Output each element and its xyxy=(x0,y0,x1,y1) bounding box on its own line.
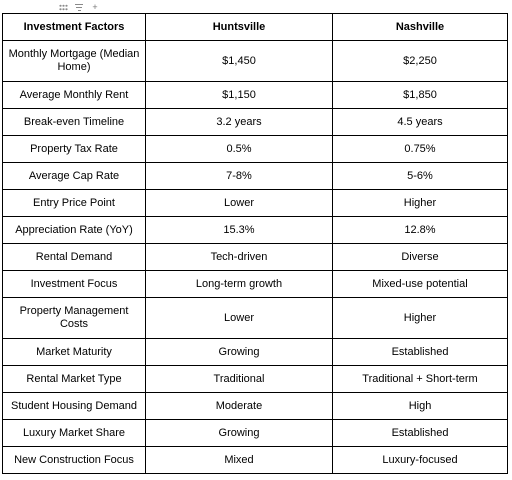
table-row xyxy=(3,366,508,393)
huntsville-cell[interactable]: 7-8% xyxy=(146,163,333,190)
table-row xyxy=(3,41,508,82)
table-row xyxy=(3,163,508,190)
huntsville-cell[interactable]: 0.5% xyxy=(146,136,333,163)
huntsville-cell[interactable]: Tech-driven xyxy=(146,244,333,271)
factor-cell[interactable]: Student Housing Demand xyxy=(3,393,146,420)
huntsville-cell[interactable]: 3.2 years xyxy=(146,109,333,136)
comparison-table xyxy=(2,13,508,474)
huntsville-cell[interactable]: $1,450 xyxy=(146,41,333,82)
table-row xyxy=(3,339,508,366)
nashville-cell[interactable]: 0.75% xyxy=(333,136,508,163)
huntsville-cell[interactable]: Lower xyxy=(146,298,333,339)
factor-cell[interactable]: Rental Market Type xyxy=(3,366,146,393)
factor-cell[interactable]: Monthly Mortgage (Median Home) xyxy=(3,41,146,82)
nashville-cell[interactable]: 12.8% xyxy=(333,217,508,244)
factor-cell[interactable]: Market Maturity xyxy=(3,339,146,366)
nashville-cell[interactable]: Luxury-focused xyxy=(333,447,508,474)
nashville-cell[interactable]: 4.5 years xyxy=(333,109,508,136)
huntsville-cell[interactable]: Moderate xyxy=(146,393,333,420)
huntsville-cell[interactable]: Mixed xyxy=(146,447,333,474)
huntsville-cell[interactable]: Long-term growth xyxy=(146,271,333,298)
factor-cell[interactable]: Investment Focus xyxy=(3,271,146,298)
huntsville-cell[interactable]: Growing xyxy=(146,339,333,366)
nashville-cell[interactable]: Established xyxy=(333,339,508,366)
filter-icon[interactable] xyxy=(73,2,85,12)
factor-cell[interactable]: Property Tax Rate xyxy=(3,136,146,163)
nashville-cell[interactable]: Mixed-use potential xyxy=(333,271,508,298)
factor-cell[interactable]: Luxury Market Share xyxy=(3,420,146,447)
factor-cell[interactable]: Break-even Timeline xyxy=(3,109,146,136)
table-row xyxy=(3,82,508,109)
nashville-cell[interactable]: Traditional + Short-term xyxy=(333,366,508,393)
drag-handle-icon[interactable] xyxy=(57,2,69,12)
table-row xyxy=(3,244,508,271)
huntsville-cell[interactable]: 15.3% xyxy=(146,217,333,244)
header-huntsville[interactable]: Huntsville xyxy=(146,14,333,41)
table-row xyxy=(3,271,508,298)
huntsville-cell[interactable]: Growing xyxy=(146,420,333,447)
factor-cell[interactable]: Appreciation Rate (YoY) xyxy=(3,217,146,244)
factor-cell[interactable]: Entry Price Point xyxy=(3,190,146,217)
table-row xyxy=(3,109,508,136)
factor-cell[interactable]: New Construction Focus xyxy=(3,447,146,474)
table-row xyxy=(3,136,508,163)
nashville-cell[interactable]: Higher xyxy=(333,298,508,339)
nashville-cell[interactable]: $2,250 xyxy=(333,41,508,82)
add-icon[interactable]: + xyxy=(92,2,98,12)
table-row xyxy=(3,190,508,217)
nashville-cell[interactable]: High xyxy=(333,393,508,420)
header-investment-factors[interactable]: Investment Factors xyxy=(3,14,146,41)
nashville-cell[interactable]: $1,850 xyxy=(333,82,508,109)
factor-cell[interactable]: Property Management Costs xyxy=(3,298,146,339)
table-row xyxy=(3,447,508,474)
table-header-row xyxy=(3,14,508,41)
huntsville-cell[interactable]: $1,150 xyxy=(146,82,333,109)
table-row xyxy=(3,393,508,420)
table-row xyxy=(3,217,508,244)
header-nashville[interactable]: Nashville xyxy=(333,14,508,41)
huntsville-cell[interactable]: Traditional xyxy=(146,366,333,393)
factor-cell[interactable]: Average Cap Rate xyxy=(3,163,146,190)
comparison-table-container xyxy=(2,13,507,474)
huntsville-cell[interactable]: Lower xyxy=(146,190,333,217)
factor-cell[interactable]: Average Monthly Rent xyxy=(3,82,146,109)
table-row xyxy=(3,298,508,339)
nashville-cell[interactable]: 5-6% xyxy=(333,163,508,190)
table-toolbar xyxy=(57,2,101,12)
nashville-cell[interactable]: Established xyxy=(333,420,508,447)
nashville-cell[interactable]: Higher xyxy=(333,190,508,217)
factor-cell[interactable]: Rental Demand xyxy=(3,244,146,271)
nashville-cell[interactable]: Diverse xyxy=(333,244,508,271)
table-row xyxy=(3,420,508,447)
